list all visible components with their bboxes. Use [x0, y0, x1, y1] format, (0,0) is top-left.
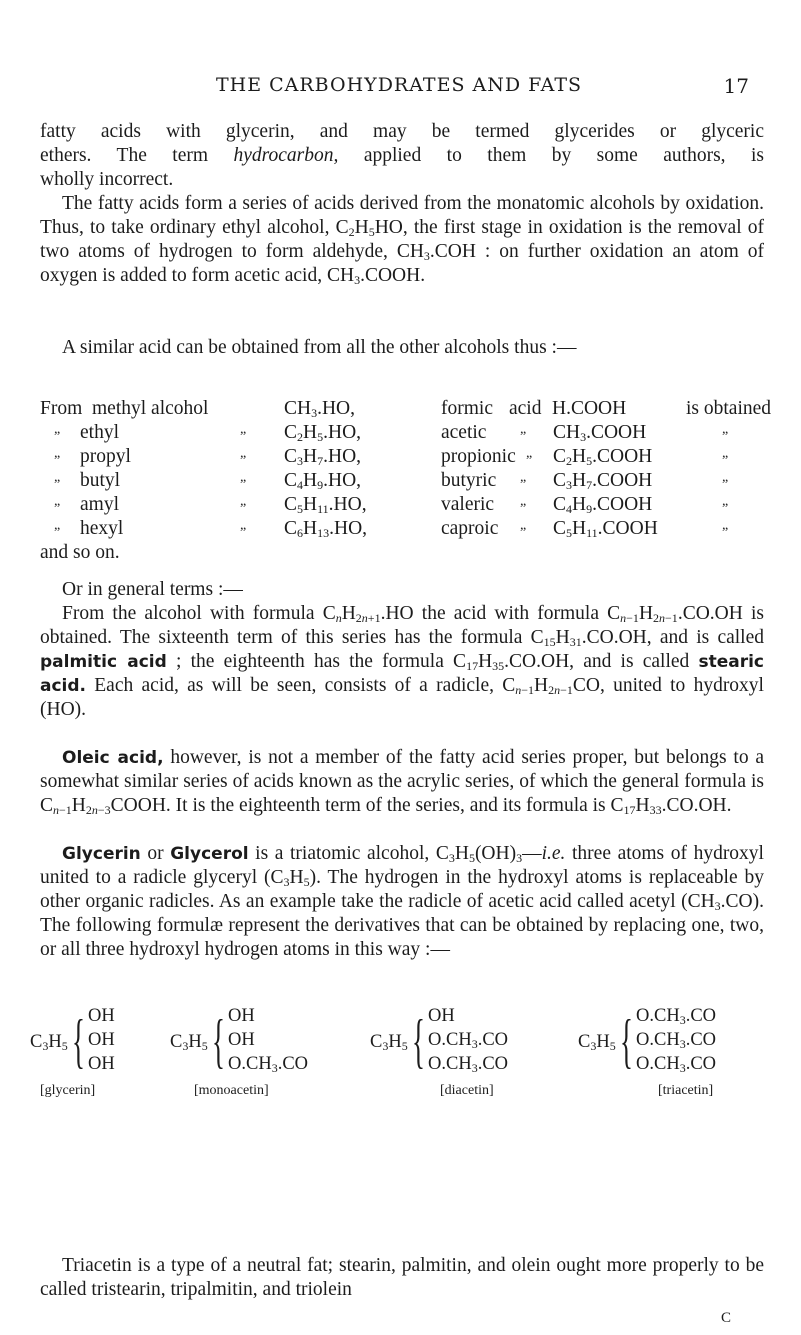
- text-run: H: [635, 795, 650, 816]
- paragraph-text: From the alcohol with formula $C_nH_{2n+1}.HO$ the acid with formula $C_{n-1}H_{2n-1}.CO.OH$ is obtained. The sixteenth term of this series has the formula $C_{15}H_{31}.CO.OH$, and is called palmitic acid ; the eighteenth has the formula $C_{17}H_{35}.CO.OH$, and is called stearic acid. Each acid, as will be seen, consists of a radicle, $C_{n-1}H_{2n-1}CO$, united to hydroxyl (HO).: [40, 603, 764, 720]
- paragraph-fatty-acids-oxidation: [40, 192, 764, 288]
- italic-term: hydrocarbon,: [233, 145, 339, 166]
- text-run: H: [354, 217, 369, 238]
- alcohol-formula: $C_3H_7.HO$,: [284, 446, 362, 468]
- ditto-mark: „: [520, 470, 527, 485]
- formula-base: $C_3H_5$: [370, 1032, 408, 1053]
- ditto-mark: „: [240, 494, 247, 509]
- text-run: Each acid, as will be seen, consists of a radicle, C: [86, 675, 516, 696]
- text-run: three atoms of hydroxyl united to a radicle glyceryl (C: [40, 843, 764, 888]
- text-line: [40, 144, 764, 168]
- text-run: ; the eighteenth has the formula C: [166, 651, 467, 672]
- formula-line: $O.CH_3.CO$: [636, 1006, 717, 1027]
- text-run: .HO the acid with formula C: [380, 603, 621, 624]
- acid-formula: $CH_3.COOH$: [553, 422, 647, 444]
- row-lead: From: [40, 398, 83, 419]
- table-row: [40, 542, 768, 566]
- formula-caption: [glycerin]: [40, 1083, 96, 1098]
- alcohol-name: propyl: [80, 446, 131, 467]
- alcohol-formula: $C_2H_5.HO$,: [284, 422, 362, 444]
- alcohol-name: amyl: [80, 494, 119, 515]
- ditto-mark: „: [240, 470, 247, 485]
- ditto-mark: „: [722, 446, 729, 461]
- text-run: CO, united to hydroxyl (HO).: [40, 675, 764, 720]
- text-run: H: [341, 603, 356, 624]
- acid-word: acid: [509, 398, 542, 419]
- paragraph-text: The fatty acids form a series of acids derived from the monatomic alcohols by oxidation. Thus, to take ordinary ethyl alcohol, $C_2H_5HO$, the first stage in oxidation is the removal of two atoms of hydrogen to form aldehyde, $CH_3.COH$ : on further oxidation an atom of oxygen is added to form acetic acid, $CH_3.COOH$.: [40, 193, 764, 287]
- paragraph-glycerin: [40, 842, 764, 962]
- formula-caption: [monoacetin]: [194, 1083, 269, 1098]
- formula-line: $O.CH_3.CO$: [228, 1054, 309, 1075]
- table-row: [40, 446, 768, 470]
- formula-caption: [triacetin]: [658, 1083, 714, 1098]
- table-closing: and so on.: [40, 542, 120, 563]
- text-run: H: [555, 627, 570, 648]
- text-run: .CO.OH is obtained. The sixteenth term of this series has the formula C: [40, 603, 764, 648]
- ditto-mark: „: [520, 422, 527, 437]
- ditto-mark: „: [240, 422, 247, 437]
- ditto-mark: „: [54, 494, 61, 509]
- brace-icon: {: [72, 1008, 85, 1074]
- text-run: or: [140, 843, 171, 864]
- table-row: [40, 518, 768, 542]
- alcohol-name: ethyl: [80, 422, 119, 443]
- paragraph-general-terms: [40, 578, 764, 602]
- bold-term: stearic acid.: [40, 652, 764, 696]
- acid-name: formic: [441, 398, 493, 419]
- acid-name: acetic: [441, 422, 487, 443]
- alcohol-name: hexyl: [80, 518, 124, 539]
- formula-line: $O.CH_3.CO$: [428, 1054, 509, 1075]
- bold-term: Glycerin: [62, 844, 141, 864]
- alcohol-name: butyl: [80, 470, 121, 491]
- formula-base: $C_3H_5$: [170, 1032, 208, 1053]
- paragraph-text: Glycerin or Glycerol is a triatomic alcohol, $C_3H_5(OH)_3—i.e$. three atoms of hydroxyl united to a radicle glyceryl $(C_3H_5)$. The hydrogen in the hydroxyl atoms is replaceable by other organic radicles. As an example take the radicle of acetic acid called acetyl $(CH_3.CO)$. The following formulæ represent the derivatives that can be obtained by replacing one, two, or all three hydroxyl hydrogen atoms in this way :—: [40, 843, 764, 960]
- brace-icon: {: [620, 1008, 633, 1074]
- ditto-mark: „: [54, 422, 61, 437]
- text-run: From the alcohol with formula C: [62, 603, 336, 624]
- text-run: H: [289, 867, 304, 888]
- formula-line: $O.CH_3.CO$: [636, 1030, 717, 1051]
- paragraph-glycerides: [40, 120, 764, 192]
- bold-term: Glycerol: [170, 844, 249, 864]
- paragraph-text: Or in general terms :—: [62, 579, 243, 600]
- text-run: (OH): [474, 843, 517, 864]
- text-run: .CO). The following formulæ represent the derivatives that can be obtained by replacing one, two, or all three hydroxyl hydrogen atoms in this way :—: [40, 891, 764, 960]
- italic-term: i.e.: [541, 843, 566, 864]
- ditto-mark: „: [520, 494, 527, 509]
- ditto-mark: „: [240, 518, 247, 533]
- acid-name: propionic: [441, 446, 516, 467]
- text-line: wholly incorrect.: [40, 169, 174, 190]
- formula-line: OH: [88, 1030, 115, 1050]
- acid-name: valeric: [441, 494, 495, 515]
- formula-line: OH: [228, 1006, 255, 1026]
- alcohol-name: methyl alcohol: [92, 398, 209, 419]
- ditto-mark: „: [54, 518, 61, 533]
- text-line: fatty acids with glycerin, and may be termed glycerides or glyceric: [40, 121, 764, 142]
- text-run: —: [522, 843, 542, 864]
- bold-term: palmitic acid: [40, 652, 167, 672]
- text-run: H: [638, 603, 654, 624]
- formula-lines: [228, 1006, 308, 1078]
- formula-line: OH: [228, 1030, 255, 1050]
- text-run: however, is not a member of the fatty acid series proper, but belongs to a somewhat similar series of acids known as the acrylic series, of which the general formula is C: [40, 747, 765, 816]
- paragraph-text: A similar acid can be obtained from all the other alcohols thus :—: [62, 337, 577, 358]
- paragraph-text: Oleic acid, however, is not a member of the fatty acid series proper, but belongs to a somewhat similar series of acids known as the acrylic series, of which the general formula is $C_{n-1}H_{2n-3}COOH$. It is the eighteenth term of the series, and its formula is $C_{17}H_{33}.CO.OH$.: [40, 747, 765, 817]
- text-run: H: [478, 651, 493, 672]
- alcohol-formula: $C_4H_9.HO$,: [284, 470, 362, 492]
- text-run: COOH. It is the eighteenth term of the series, and its formula is C: [110, 795, 624, 816]
- ditto-mark: „: [240, 446, 247, 461]
- alcohol-acid-table: [40, 398, 772, 566]
- text-run: .CO.OH, and is called: [581, 627, 764, 648]
- text-run: The fatty acids form a series of acids derived from the monatomic alcohols by oxidation. Thus, to take ordinary ethyl alcohol, C: [40, 193, 764, 238]
- text-run: ethers. The term: [40, 145, 234, 166]
- formula-lines: [428, 1006, 508, 1078]
- paragraph-general-formula: [40, 602, 764, 722]
- text-run: H: [71, 795, 86, 816]
- text-run: .CO.OH.: [661, 795, 732, 816]
- signature-mark: C: [720, 1310, 731, 1326]
- formula-line: OH: [88, 1054, 115, 1074]
- text-run: H: [454, 843, 469, 864]
- table-row: [40, 398, 772, 422]
- formula-line: $O.CH_3.CO$: [428, 1030, 509, 1051]
- acid-formula: $C_2H_5.COOH$: [553, 446, 653, 468]
- formula-base: $C_3H_5$: [578, 1032, 616, 1053]
- paragraph-oleic-acid: [40, 746, 764, 818]
- text-run: .COOH.: [360, 265, 426, 286]
- text-run: .CO.OH, and is called: [504, 651, 699, 672]
- running-head: THE CARBOHYDRATES AND FATS: [215, 74, 583, 96]
- formula-lines: [88, 1006, 115, 1078]
- ditto-mark: „: [54, 446, 61, 461]
- text-run: H: [534, 675, 549, 696]
- bold-term: Oleic acid,: [62, 748, 164, 768]
- page-number: 17: [723, 74, 749, 98]
- text-run: HO, the first stage in oxidation is the removal of two atoms of hydrogen to form aldehyde, CH: [40, 217, 764, 262]
- formula-line: OH: [88, 1006, 115, 1026]
- acid-name: butyric: [441, 470, 497, 491]
- ditto-mark: „: [722, 494, 729, 509]
- formula-base: $C_3H_5$: [30, 1032, 68, 1053]
- table-row: [40, 470, 768, 494]
- brace-icon: {: [412, 1008, 425, 1074]
- ditto-mark: „: [722, 422, 729, 437]
- acetin-formulas: [30, 1006, 770, 1102]
- text-run: applied to them by some authors, is: [338, 145, 764, 166]
- acid-formula: $C_5H_{11}.COOH$: [553, 518, 658, 540]
- ditto-mark: „: [526, 446, 533, 461]
- paragraph-text: Triacetin is a type of a neutral fat; stearin, palmitin, and olein ought more properly to be called tristearin, tripalmitin, and triolein: [40, 1255, 764, 1300]
- table-row: [40, 494, 768, 518]
- acid-formula: $C_4H_9.COOH$: [553, 494, 653, 516]
- row-tail: is obtained: [686, 398, 772, 419]
- formula-lines: [636, 1006, 716, 1078]
- table-row: [40, 422, 768, 446]
- ditto-mark: „: [54, 470, 61, 485]
- alcohol-formula: $C_5H_{11}.HO$,: [284, 494, 367, 516]
- formula-line: OH: [428, 1006, 455, 1026]
- formula-line: $O.CH_3.CO$: [636, 1054, 717, 1075]
- acid-formula: H.COOH: [552, 398, 627, 419]
- paragraph-similar-acid: [40, 336, 764, 360]
- brace-icon: {: [212, 1008, 225, 1074]
- ditto-mark: „: [520, 518, 527, 533]
- acid-name: caproic: [441, 518, 499, 539]
- text-run: is a triatomic alcohol, C: [248, 843, 449, 864]
- alcohol-formula: $CH_3.HO$,: [284, 398, 356, 420]
- ditto-mark: „: [722, 470, 729, 485]
- text-run: .COH : on further oxidation an atom of oxygen is added to form acetic acid, CH: [40, 241, 764, 286]
- formula-caption: [diacetin]: [440, 1083, 494, 1098]
- alcohol-formula: $C_6H_{13}.HO$,: [284, 518, 368, 540]
- paragraph-triacetin: [40, 1254, 764, 1302]
- acid-formula: $C_3H_7.COOH$: [553, 470, 653, 492]
- text-run: ). The hydrogen in the hydroxyl atoms is replaceable by other organic radicles. As an example take the radicle of acetic acid called acetyl (CH: [40, 867, 764, 912]
- ditto-mark: „: [722, 518, 729, 533]
